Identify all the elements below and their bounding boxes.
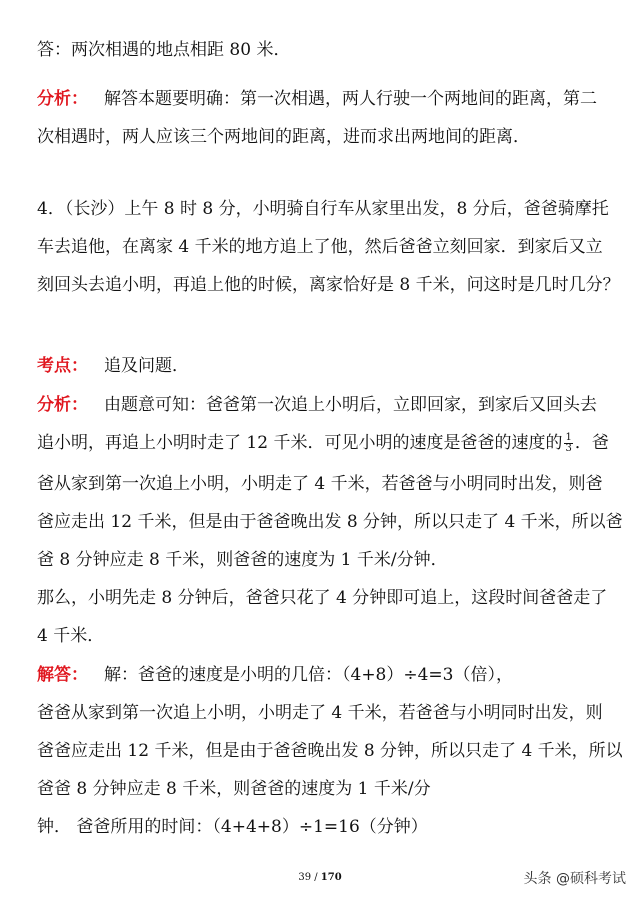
- analysis2-line-1: [37, 394, 620, 416]
- page-current: 39: [298, 872, 312, 883]
- analysis-line-1: [37, 88, 620, 110]
- topic-label: 考点：: [37, 356, 88, 376]
- analysis2-text: 由题意可知：爸爸第一次追上小明后，立即回家，到家后又回头去: [104, 395, 597, 415]
- question-line-2: 车去追他，在离家 4 千米的地方追上了他，然后爸爸立刻回家．到家后又立: [37, 237, 603, 257]
- page-separator: /: [311, 872, 321, 883]
- analysis2-text-2: 追小明，再追上小明时走了 12 千米．可见小明的速度是爸爸的速度的: [37, 433, 563, 453]
- analysis2-label: 分析：: [37, 395, 88, 415]
- analysis2-line-7: 4 千米．: [37, 626, 105, 646]
- analysis-label: 分析：: [37, 89, 88, 109]
- analysis-text: 解答本题要明确：第一次相遇，两人行驶一个两地间的距离，第二: [104, 89, 597, 109]
- answer-line-1: 答：两次相遇的地点相距 80 米．: [37, 40, 291, 60]
- analysis2-line-3: 爸从家到第一次追上小明，小明走了 4 千米，若爸爸与小明同时出发，则爸: [37, 474, 603, 494]
- analysis2-text-2-tail: ．爸: [574, 433, 609, 453]
- topic-line: [37, 355, 620, 377]
- solution-line-2: 爸爸从家到第一次追上小明，小明走了 4 千米，若爸爸与小明同时出发，则: [37, 703, 603, 723]
- page-total: 170: [320, 872, 342, 883]
- fraction-denominator: 3: [565, 443, 572, 454]
- analysis-line-2: 次相遇时，两人应该三个两地间的距离，进而求出两地间的距离．: [37, 127, 530, 147]
- analysis2-line-5: 爸 8 分钟应走 8 千米，则爸爸的速度为 1 千米/分钟．: [37, 550, 448, 570]
- solution-label: 解答：: [37, 665, 88, 685]
- solution-line-3: 爸爸应走出 12 千米，但是由于爸爸晚出发 8 分钟，所以只走了 4 千米，所以: [37, 741, 623, 761]
- question-line-1: 4．（长沙）上午 8 时 8 分，小明骑自行车从家里出发，8 分后，爸爸骑摩托: [37, 199, 609, 219]
- solution-line-5: 钟． 爸爸所用的时间：（4+4+8）÷1=16（分钟）: [37, 817, 428, 837]
- fraction-one-third: [564, 433, 572, 454]
- question-line-3: 刻回头去追小明，再追上他的时候，离家恰好是 8 千米，问这时是几时几分？: [37, 275, 620, 295]
- analysis2-line-2: [37, 432, 620, 454]
- solution-line-4: 爸爸 8 分钟应走 8 千米，则爸爸的速度为 1 千米/分: [37, 779, 431, 799]
- analysis2-line-4: 爸应走出 12 千米，但是由于爸爸晚出发 8 分钟，所以只走了 4 千米，所以爸: [37, 512, 623, 532]
- topic-text: 追及问题．: [104, 356, 189, 376]
- solution-line-1: [37, 664, 620, 686]
- analysis2-line-6: 那么，小明先走 8 分钟后，爸爸只花了 4 分钟即可追上，这段时间爸爸走了: [37, 588, 608, 608]
- fraction-numerator: 1: [565, 432, 572, 443]
- watermark: 头条 @硕科考试: [523, 871, 626, 887]
- solution-text: 解：爸爸的速度是小明的几倍：（4+8）÷4=3（倍），: [104, 665, 513, 685]
